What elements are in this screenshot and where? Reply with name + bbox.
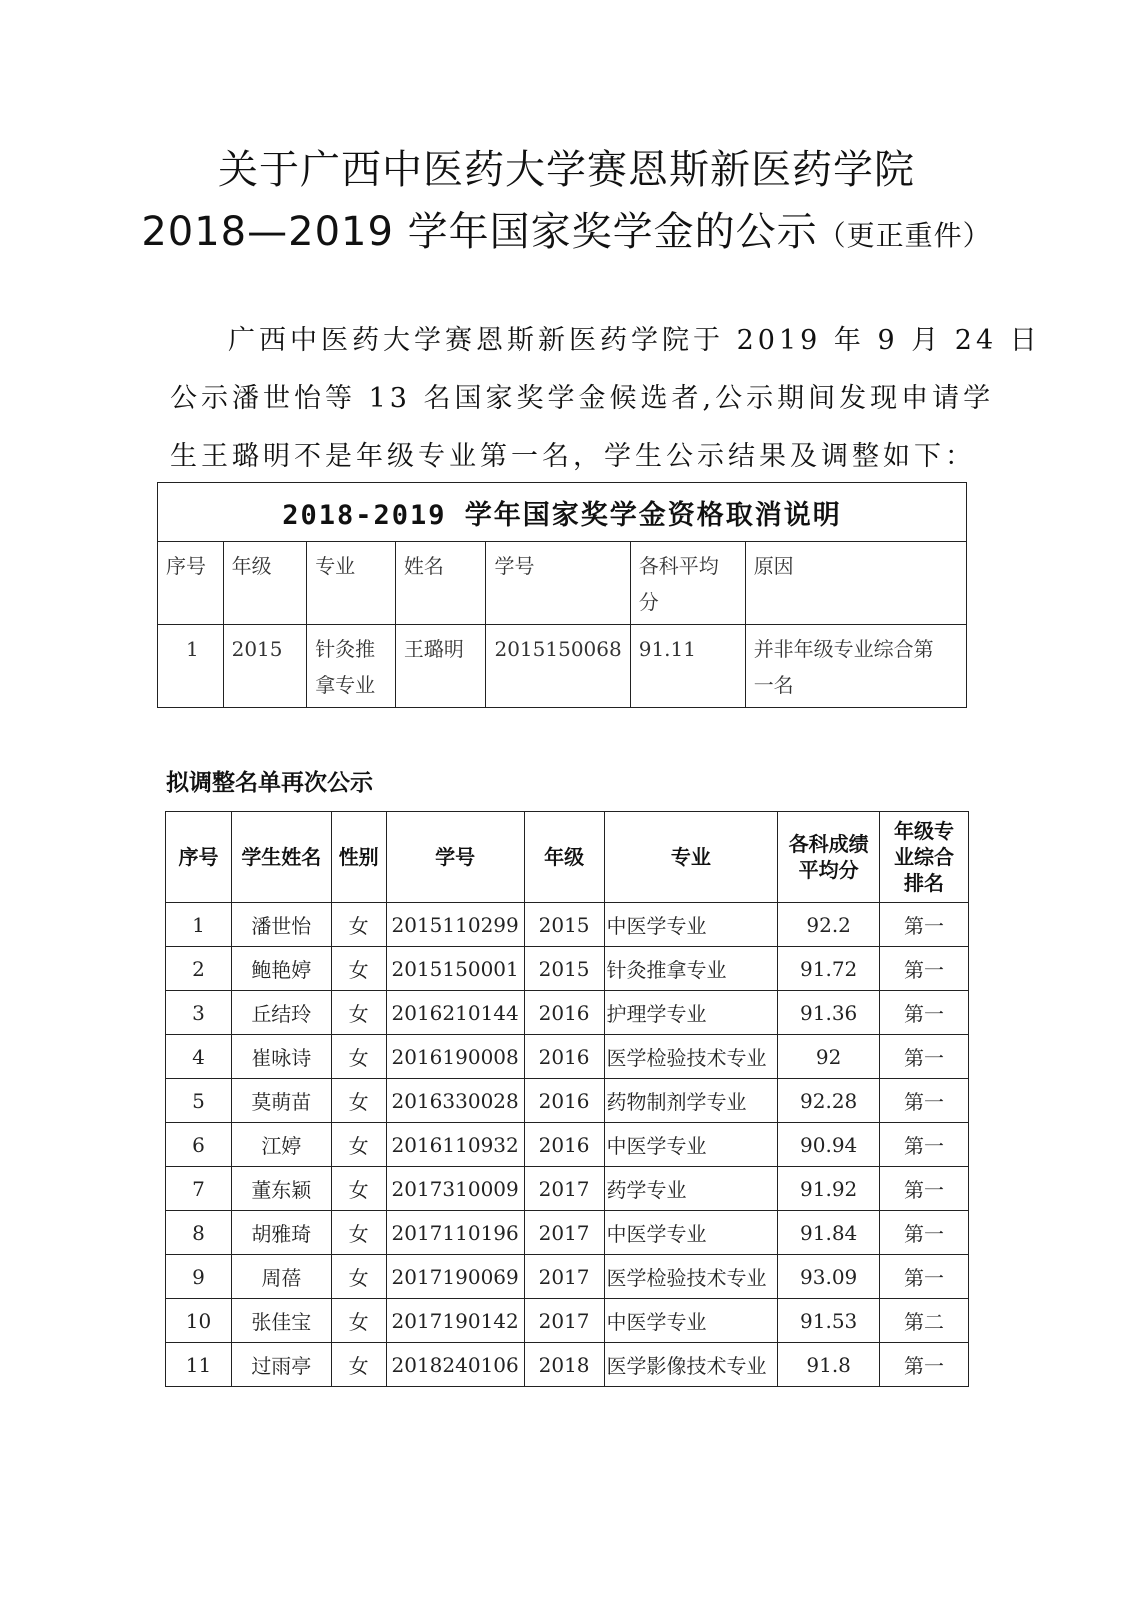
cell-major: 医学检验技术专业 bbox=[604, 1035, 778, 1079]
cell-average: 90.94 bbox=[778, 1123, 880, 1167]
table-row bbox=[166, 1035, 969, 1079]
list-table-body bbox=[166, 903, 969, 1387]
cancellation-table bbox=[157, 482, 967, 708]
cell-name: 胡雅琦 bbox=[231, 1211, 331, 1255]
table-row bbox=[166, 1299, 969, 1343]
cell-reason-line-2: 一名 bbox=[753, 673, 794, 697]
cell-average: 91.53 bbox=[778, 1299, 880, 1343]
cell-rank: 第一 bbox=[880, 1255, 969, 1299]
header-name: 学生姓名 bbox=[231, 812, 331, 903]
cell-id: 2015150068 bbox=[486, 625, 630, 708]
cell-id: 2018240106 bbox=[386, 1343, 524, 1387]
cell-seq: 2 bbox=[166, 947, 232, 991]
cell-seq: 11 bbox=[166, 1343, 232, 1387]
cell-reason bbox=[745, 625, 966, 708]
cell-rank: 第一 bbox=[880, 1211, 969, 1255]
cell-id: 2017190142 bbox=[386, 1299, 524, 1343]
cell-name: 崔咏诗 bbox=[231, 1035, 331, 1079]
table-row bbox=[166, 1079, 969, 1123]
cell-major: 护理学专业 bbox=[604, 991, 778, 1035]
cell-rank: 第一 bbox=[880, 1079, 969, 1123]
cancellation-table-caption: 2018-2019 学年国家奖学金资格取消说明 bbox=[158, 483, 967, 542]
cell-major: 药学专业 bbox=[604, 1167, 778, 1211]
table-row bbox=[158, 625, 967, 708]
title-line-1: 关于广西中医药大学赛恩斯新医药学院 bbox=[218, 147, 915, 193]
table-row bbox=[166, 1343, 969, 1387]
cell-reason-line-1: 并非年级专业综合第 bbox=[753, 637, 934, 661]
cell-grade: 2016 bbox=[524, 991, 604, 1035]
table-row bbox=[166, 1167, 969, 1211]
header-average bbox=[630, 542, 745, 625]
cell-seq: 6 bbox=[166, 1123, 232, 1167]
cell-grade: 2016 bbox=[524, 1035, 604, 1079]
table-row bbox=[166, 1255, 969, 1299]
header-grade: 年级 bbox=[223, 542, 307, 625]
table-row bbox=[166, 1123, 969, 1167]
cell-major-line-2: 拿专业 bbox=[315, 673, 376, 697]
cell-average: 92 bbox=[778, 1035, 880, 1079]
cell-id: 2016190008 bbox=[386, 1035, 524, 1079]
cell-major: 医学影像技术专业 bbox=[604, 1343, 778, 1387]
header-average-line-1: 各科平均 bbox=[638, 554, 719, 578]
cell-major: 药物制剂学专业 bbox=[604, 1079, 778, 1123]
cell-seq: 9 bbox=[166, 1255, 232, 1299]
header-rank-line-2: 业综合 bbox=[894, 845, 955, 869]
intro-line-1: 广西中医药大学赛恩斯新医药学院于 2019 年 9 月 24 日 bbox=[228, 325, 1041, 356]
cell-id: 2016210144 bbox=[386, 991, 524, 1035]
cell-average: 93.09 bbox=[778, 1255, 880, 1299]
cell-major-line-1: 针灸推 bbox=[315, 637, 376, 661]
cell-grade: 2018 bbox=[524, 1343, 604, 1387]
cell-gender: 女 bbox=[331, 903, 386, 947]
cell-major: 中医学专业 bbox=[604, 1211, 778, 1255]
cell-gender: 女 bbox=[331, 1211, 386, 1255]
cell-name: 江婷 bbox=[231, 1123, 331, 1167]
cell-average: 91.72 bbox=[778, 947, 880, 991]
header-average-line-1: 各科成绩 bbox=[788, 832, 869, 856]
cell-id: 2017310009 bbox=[386, 1167, 524, 1211]
cell-id: 2015110299 bbox=[386, 903, 524, 947]
title-line-2 bbox=[0, 200, 1133, 257]
header-seq: 序号 bbox=[158, 542, 224, 625]
adjusted-list-table bbox=[165, 811, 969, 1387]
table-row bbox=[166, 1211, 969, 1255]
cell-rank: 第一 bbox=[880, 1343, 969, 1387]
cell-id: 2017110196 bbox=[386, 1211, 524, 1255]
cell-rank: 第一 bbox=[880, 1035, 969, 1079]
cell-average: 92.28 bbox=[778, 1079, 880, 1123]
cell-grade: 2015 bbox=[223, 625, 307, 708]
cell-gender: 女 bbox=[331, 1299, 386, 1343]
cell-major: 针灸推拿专业 bbox=[604, 947, 778, 991]
cell-id: 2017190069 bbox=[386, 1255, 524, 1299]
cell-name: 董东颖 bbox=[231, 1167, 331, 1211]
cell-grade: 2016 bbox=[524, 1123, 604, 1167]
cell-rank: 第一 bbox=[880, 947, 969, 991]
cell-average: 91.92 bbox=[778, 1167, 880, 1211]
table-row bbox=[166, 903, 969, 947]
cell-rank: 第二 bbox=[880, 1299, 969, 1343]
cell-rank: 第一 bbox=[880, 903, 969, 947]
cell-gender: 女 bbox=[331, 947, 386, 991]
header-gender: 性别 bbox=[331, 812, 386, 903]
title-line-2-main: 2018—2019 学年国家奖学金的公示 bbox=[141, 209, 818, 255]
cell-name: 潘世怡 bbox=[231, 903, 331, 947]
cell-id: 2015150001 bbox=[386, 947, 524, 991]
cell-gender: 女 bbox=[331, 1079, 386, 1123]
cell-gender: 女 bbox=[331, 1167, 386, 1211]
cell-gender: 女 bbox=[331, 991, 386, 1035]
cell-name: 张佳宝 bbox=[231, 1299, 331, 1343]
cell-rank: 第一 bbox=[880, 991, 969, 1035]
cell-average: 91.11 bbox=[630, 625, 745, 708]
cell-name: 周蓓 bbox=[231, 1255, 331, 1299]
cell-grade: 2016 bbox=[524, 1079, 604, 1123]
cell-grade: 2015 bbox=[524, 947, 604, 991]
cell-seq: 7 bbox=[166, 1167, 232, 1211]
table-row bbox=[166, 947, 969, 991]
cell-seq: 8 bbox=[166, 1211, 232, 1255]
cell-id: 2016330028 bbox=[386, 1079, 524, 1123]
cell-seq: 3 bbox=[166, 991, 232, 1035]
header-rank bbox=[880, 812, 969, 903]
header-grade: 年级 bbox=[524, 812, 604, 903]
header-major: 专业 bbox=[604, 812, 778, 903]
cell-gender: 女 bbox=[331, 1035, 386, 1079]
cell-gender: 女 bbox=[331, 1123, 386, 1167]
cell-gender: 女 bbox=[331, 1255, 386, 1299]
cell-seq: 5 bbox=[166, 1079, 232, 1123]
list-table-header bbox=[166, 812, 969, 903]
header-rank-line-3: 排名 bbox=[904, 871, 945, 895]
cell-seq: 1 bbox=[166, 903, 232, 947]
cell-name: 过雨亭 bbox=[231, 1343, 331, 1387]
cell-name: 鲍艳婷 bbox=[231, 947, 331, 991]
cell-average: 91.84 bbox=[778, 1211, 880, 1255]
header-reason: 原因 bbox=[745, 542, 966, 625]
cell-average: 91.36 bbox=[778, 991, 880, 1035]
list-heading: 拟调整名单再次公示 bbox=[166, 770, 373, 796]
cell-major: 中医学专业 bbox=[604, 903, 778, 947]
cell-grade: 2017 bbox=[524, 1255, 604, 1299]
cell-major: 医学检验技术专业 bbox=[604, 1255, 778, 1299]
table-row bbox=[166, 991, 969, 1035]
cell-major: 中医学专业 bbox=[604, 1123, 778, 1167]
header-rank-line-1: 年级专 bbox=[894, 819, 955, 843]
cell-grade: 2017 bbox=[524, 1299, 604, 1343]
cell-seq: 1 bbox=[158, 625, 224, 708]
header-average bbox=[778, 812, 880, 903]
cell-grade: 2017 bbox=[524, 1211, 604, 1255]
cell-seq: 10 bbox=[166, 1299, 232, 1343]
header-id: 学号 bbox=[386, 812, 524, 903]
cell-average: 91.8 bbox=[778, 1343, 880, 1387]
cancellation-table-header bbox=[158, 542, 967, 625]
cell-name: 王璐明 bbox=[395, 625, 486, 708]
header-seq: 序号 bbox=[166, 812, 232, 903]
cell-rank: 第一 bbox=[880, 1167, 969, 1211]
cell-name: 丘结玲 bbox=[231, 991, 331, 1035]
cell-name: 莫萌苗 bbox=[231, 1079, 331, 1123]
cell-rank: 第一 bbox=[880, 1123, 969, 1167]
cell-average: 92.2 bbox=[778, 903, 880, 947]
intro-line-3: 生王璐明不是年级专业第一名，学生公示结果及调整如下： bbox=[170, 441, 976, 472]
cell-gender: 女 bbox=[331, 1343, 386, 1387]
header-major: 专业 bbox=[307, 542, 396, 625]
header-name: 姓名 bbox=[395, 542, 486, 625]
cell-grade: 2015 bbox=[524, 903, 604, 947]
cell-major: 中医学专业 bbox=[604, 1299, 778, 1343]
header-average-line-2: 分 bbox=[638, 590, 659, 614]
cell-major bbox=[307, 625, 396, 708]
cell-seq: 4 bbox=[166, 1035, 232, 1079]
title-line-2-note: （更正重件） bbox=[817, 219, 992, 252]
header-average-line-2: 平均分 bbox=[798, 858, 859, 882]
intro-line-2: 公示潘世怡等 13 名国家奖学金候选者,公示期间发现申请学 bbox=[170, 383, 995, 414]
header-id: 学号 bbox=[486, 542, 630, 625]
cell-id: 2016110932 bbox=[386, 1123, 524, 1167]
cell-grade: 2017 bbox=[524, 1167, 604, 1211]
